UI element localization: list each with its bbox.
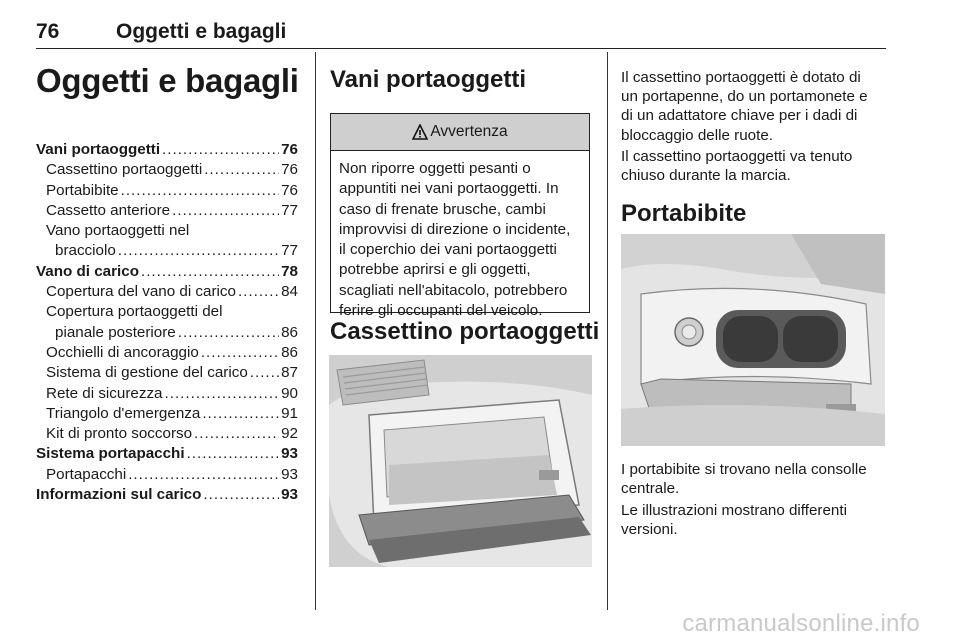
toc-leader-dots xyxy=(194,424,279,444)
warning-line: caso di frenate brusche, cambi xyxy=(339,200,546,218)
toc-page-number: 77 xyxy=(281,201,298,219)
warning-line: improvvisi di direzione o incidente, xyxy=(339,220,571,238)
toc-entry-label: Portabibite xyxy=(46,181,119,199)
toc-leader-dots xyxy=(250,363,279,383)
text-line: versioni. xyxy=(621,521,678,539)
toc-entry[interactable] xyxy=(36,323,298,343)
cupholder-photo xyxy=(621,234,885,446)
warning-line: il coperchio dei vani portaoggetti xyxy=(339,241,557,259)
section-title-vani-portaoggetti: Vani portaoggetti xyxy=(330,66,527,93)
text-line: Il cassettino portaoggetti va tenuto xyxy=(621,148,853,165)
toc-entry[interactable] xyxy=(36,465,298,485)
paragraph-cupholder-location xyxy=(621,460,891,498)
toc-leader-dots xyxy=(172,201,279,221)
text-line: bloccaggio delle ruote. xyxy=(621,126,773,144)
warning-box xyxy=(330,113,590,320)
toc-entry[interactable] xyxy=(36,221,298,241)
toc-leader-dots xyxy=(121,181,279,201)
toc-page-number: 93 xyxy=(281,465,298,483)
toc-leader-dots xyxy=(202,404,279,424)
text-line: I portabibite si trovano nella consolle xyxy=(621,461,867,478)
warning-line: potrebbe aprirsi e gli oggetti, xyxy=(339,261,531,279)
toc-leader-dots xyxy=(238,282,279,302)
toc-entry[interactable] xyxy=(36,384,298,404)
text-line: un portapenne, do un portamonete e xyxy=(621,88,868,106)
toc-page-number: 90 xyxy=(281,384,298,402)
toc-leader-dots xyxy=(178,323,279,343)
toc-page-number: 87 xyxy=(281,364,298,382)
toc-entry[interactable] xyxy=(36,424,298,444)
toc-page-number: 84 xyxy=(281,283,298,301)
watermark: carmanualsonline.info xyxy=(682,610,920,637)
toc-entry[interactable] xyxy=(36,282,298,302)
text-line: centrale. xyxy=(621,480,680,498)
toc-entry-label: Copertura del vano di carico xyxy=(46,283,236,301)
toc-entry-label: Copertura portaoggetti del xyxy=(46,303,223,321)
toc-entry-label: Sistema portapacchi xyxy=(36,445,185,463)
toc-entry-label: bracciolo xyxy=(55,242,116,260)
page-header xyxy=(36,20,886,49)
warning-text xyxy=(331,151,589,321)
toc-entry-label: Vano di carico xyxy=(36,262,139,280)
toc-leader-dots xyxy=(201,343,279,363)
toc-entry[interactable] xyxy=(36,201,298,221)
warning-triangle-icon xyxy=(412,124,428,140)
column-divider xyxy=(607,52,608,610)
toc-entry[interactable] xyxy=(36,241,298,261)
toc-page-number: 77 xyxy=(281,242,298,260)
toc-page-number: 76 xyxy=(281,181,298,199)
toc-entry-label: Vani portaoggetti xyxy=(36,141,161,158)
toc-entry[interactable] xyxy=(36,404,298,424)
text-line: Le illustrazioni mostrano differenti xyxy=(621,502,847,519)
chapter-title: Oggetti e bagagli xyxy=(36,62,299,99)
toc-entry[interactable] xyxy=(36,363,298,383)
toc-entry[interactable] xyxy=(36,302,298,322)
warning-line: appuntiti nei vani portaoggetti. In xyxy=(339,180,559,198)
toc-leader-dots xyxy=(118,241,279,261)
toc-page-number: 93 xyxy=(281,445,298,463)
warning-title: Avvertenza xyxy=(430,123,508,140)
glovebox-photo xyxy=(329,355,592,567)
toc-entry-label: Kit di pronto soccorso xyxy=(46,425,193,443)
warning-line: ferire gli occupanti del veicolo. xyxy=(339,302,543,320)
toc-leader-dots xyxy=(162,140,279,160)
toc-section-entry[interactable] xyxy=(36,262,298,282)
section-title-cassettino: Cassettino portaoggetti xyxy=(330,318,600,345)
toc-page-number: 91 xyxy=(281,404,298,422)
toc-leader-dots xyxy=(128,465,279,485)
paragraph-cupholder-versions xyxy=(621,501,891,539)
running-title: Oggetti e bagagli xyxy=(116,20,287,43)
toc-page-number: 76 xyxy=(281,161,298,179)
text-line: di un adattatore chiave per i dadi di xyxy=(621,107,858,125)
warning-line: scagliati nell'abitacolo, potrebbero xyxy=(339,281,568,299)
warning-line: Non riporre oggetti pesanti o xyxy=(339,160,531,177)
toc-leader-dots xyxy=(165,384,280,404)
toc-leader-dots xyxy=(187,444,280,464)
toc-page-number: 86 xyxy=(281,343,298,361)
toc-page-number: 78 xyxy=(281,262,298,280)
text-line: Il cassettino portaoggetti è dotato di xyxy=(621,69,861,86)
toc-entry-label: Cassettino portaoggetti xyxy=(46,161,203,179)
paragraph-glovebox-closed xyxy=(621,147,891,185)
text-line: chiuso durante la marcia. xyxy=(621,167,791,185)
toc-page-number: 92 xyxy=(281,425,298,443)
toc-entry[interactable] xyxy=(36,160,298,180)
toc-section-entry[interactable] xyxy=(36,485,298,505)
toc-leader-dots xyxy=(203,485,279,505)
warning-header xyxy=(331,114,589,151)
toc-page-number: 93 xyxy=(281,486,298,504)
toc-section-entry[interactable] xyxy=(36,140,298,160)
page-number: 76 xyxy=(36,20,60,43)
toc-entry-label: Triangolo d'emergenza xyxy=(46,404,201,422)
toc-entry-label: Cassetto anteriore xyxy=(46,201,171,219)
toc-leader-dots xyxy=(141,262,279,282)
table-of-contents xyxy=(36,140,298,505)
toc-entry-label: Portapacchi xyxy=(46,465,127,483)
column-divider xyxy=(315,52,316,610)
toc-entry[interactable] xyxy=(36,343,298,363)
toc-entry-label: Rete di sicurezza xyxy=(46,384,163,402)
toc-section-entry[interactable] xyxy=(36,444,298,464)
toc-page-number: 86 xyxy=(281,323,298,341)
toc-leader-dots xyxy=(204,160,279,180)
toc-page-number: 76 xyxy=(281,141,298,158)
toc-entry[interactable] xyxy=(36,181,298,201)
toc-entry-label: Vano portaoggetti nel xyxy=(46,222,190,240)
toc-entry-label: Occhielli di ancoraggio xyxy=(46,343,199,361)
toc-entry-label: Sistema di gestione del carico xyxy=(46,364,248,382)
section-title-portabibite: Portabibite xyxy=(621,200,747,227)
toc-entry-label: Informazioni sul carico xyxy=(36,486,202,504)
paragraph-glovebox-equipment xyxy=(621,68,891,145)
toc-entry-label: pianale posteriore xyxy=(55,323,176,341)
